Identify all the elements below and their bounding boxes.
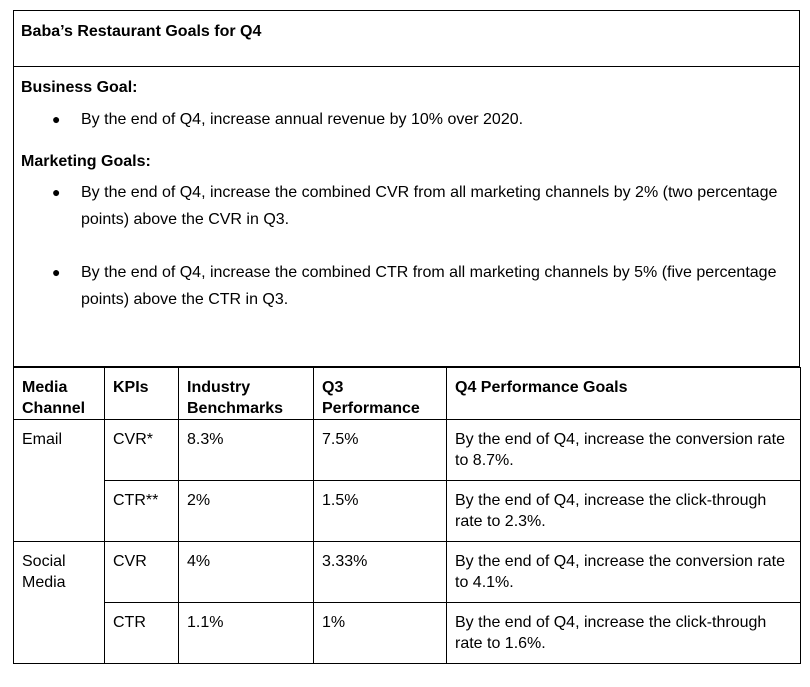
kpi-cell: CTR**	[105, 481, 179, 542]
channel-cell: Email	[14, 420, 105, 542]
goal-cell: By the end of Q4, increase the click-through rate to 1.6%.	[447, 603, 801, 664]
document-title: Baba’s Restaurant Goals for Q4	[21, 23, 262, 40]
kpi-table	[13, 367, 801, 664]
list-item	[21, 179, 792, 233]
goal-cell: By the end of Q4, increase the conversion rate to 8.7%.	[447, 420, 801, 481]
marketing-goals-heading: Marketing Goals:	[21, 153, 151, 170]
table-row	[14, 603, 801, 664]
benchmark-cell: 1.1%	[179, 603, 314, 664]
channel-cell: Social Media	[14, 542, 105, 664]
goals-document	[13, 10, 800, 367]
document-title-box	[13, 10, 800, 67]
kpi-cell: CTR	[105, 603, 179, 664]
goals-section	[13, 67, 800, 367]
table-row	[14, 420, 801, 481]
table-header-row	[14, 368, 801, 420]
q3-cell: 1%	[314, 603, 447, 664]
column-header-industry-benchmarks: Industry Benchmarks	[179, 368, 314, 420]
marketing-goal-list	[21, 179, 792, 313]
goal-cell: By the end of Q4, increase the click-through rate to 2.3%.	[447, 481, 801, 542]
list-item	[21, 106, 792, 133]
benchmark-cell: 4%	[179, 542, 314, 603]
kpi-cell: CVR	[105, 542, 179, 603]
benchmark-cell: 8.3%	[179, 420, 314, 481]
marketing-goal-text: By the end of Q4, increase the combined CTR from all marketing channels by 5% (five percentage points) above the CTR in Q3.	[81, 264, 777, 308]
table-row	[14, 481, 801, 542]
benchmark-cell: 2%	[179, 481, 314, 542]
list-item	[21, 259, 792, 313]
bullet-icon: ●	[52, 264, 61, 280]
q3-cell: 7.5%	[314, 420, 447, 481]
column-header-q3-performance: Q3 Performance	[314, 368, 447, 420]
column-header-q4-goals: Q4 Performance Goals	[447, 368, 801, 420]
q3-cell: 1.5%	[314, 481, 447, 542]
bullet-icon: ●	[52, 111, 61, 127]
bullet-icon: ●	[52, 184, 61, 200]
table-row	[14, 542, 801, 603]
business-goal-list	[21, 106, 792, 133]
business-goal-text: By the end of Q4, increase annual revenue by 10% over 2020.	[81, 111, 524, 128]
column-header-kpis: KPIs	[105, 368, 179, 420]
q3-cell: 3.33%	[314, 542, 447, 603]
goal-cell: By the end of Q4, increase the conversion rate to 4.1%.	[447, 542, 801, 603]
kpi-cell: CVR*	[105, 420, 179, 481]
column-header-media-channel: Media Channel	[14, 368, 105, 420]
business-goal-heading: Business Goal:	[21, 79, 138, 96]
marketing-goal-text: By the end of Q4, increase the combined CVR from all marketing channels by 2% (two percentage points) above the CVR in Q3.	[81, 184, 778, 228]
